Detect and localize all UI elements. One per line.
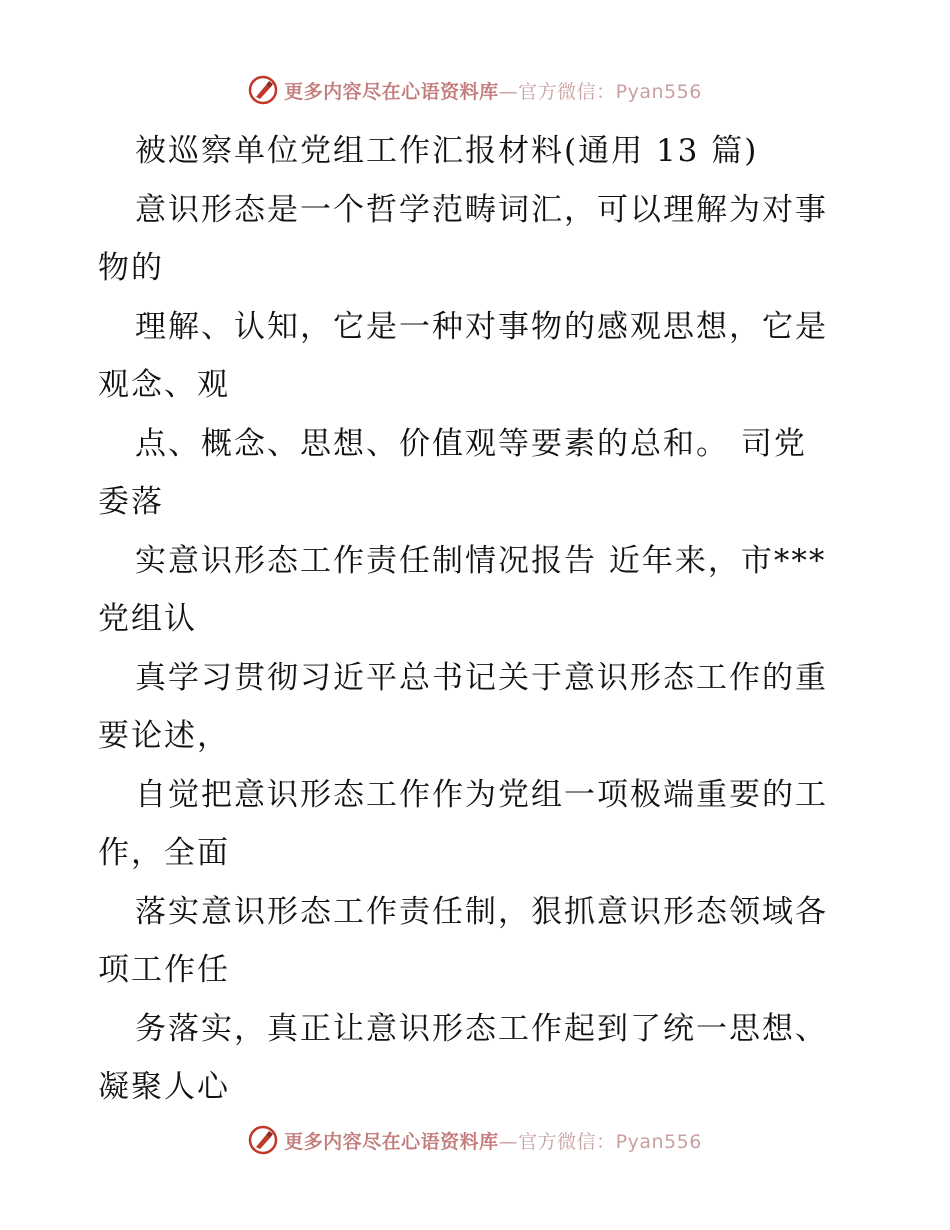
wechat-text: —官方微信：Pyan556 — [498, 80, 702, 103]
document-body — [0, 122, 950, 1117]
document-title: 被巡察单位党组工作汇报材料(通用 13 篇) — [135, 133, 759, 169]
paragraph-line: 务落实，真正让意识形态工作起到了统一思想、 — [135, 1010, 828, 1047]
paragraph-line: 理解、认知，它是一种对事物的感观思想，它是 — [135, 308, 828, 345]
paragraph-line: 自觉把意识形态工作作为党组一项极端重要的工 — [135, 776, 828, 813]
site-name-text: 更多内容尽在心语资料库 — [284, 80, 499, 103]
paragraph-line: 要论述， — [98, 718, 230, 754]
header-watermark-banner — [0, 70, 950, 110]
paragraph-line: 党组认 — [98, 601, 197, 637]
paragraph-line: 真学习贯彻习近平总书记关于意识形态工作的重 — [135, 659, 828, 696]
paragraph-line: 作，全面 — [98, 835, 230, 871]
paragraph-line: 实意识形态工作责任制情况报告 近年来，市*** — [135, 542, 827, 579]
paragraph-line: 项工作任 — [98, 952, 230, 988]
wechat-text: —官方微信：Pyan556 — [498, 1130, 702, 1153]
footer-watermark-banner — [0, 1120, 950, 1160]
paragraph-line: 凝聚人心 — [98, 1069, 230, 1105]
site-name-text: 更多内容尽在心语资料库 — [284, 1130, 499, 1153]
pen-logo-icon — [248, 1125, 278, 1155]
paragraph-line: 观念、观 — [98, 367, 230, 403]
paragraph-line: 点、概念、思想、价值观等要素的总和。 司党 — [135, 425, 807, 462]
paragraph-line: 意识形态是一个哲学范畴词汇，可以理解为对事 — [135, 191, 828, 228]
paragraph-line: 物的 — [98, 250, 164, 286]
paragraph-line: 委落 — [98, 484, 164, 520]
paragraph-line: 落实意识形态工作责任制，狠抓意识形态领域各 — [135, 893, 828, 930]
pen-logo-icon — [248, 75, 278, 105]
